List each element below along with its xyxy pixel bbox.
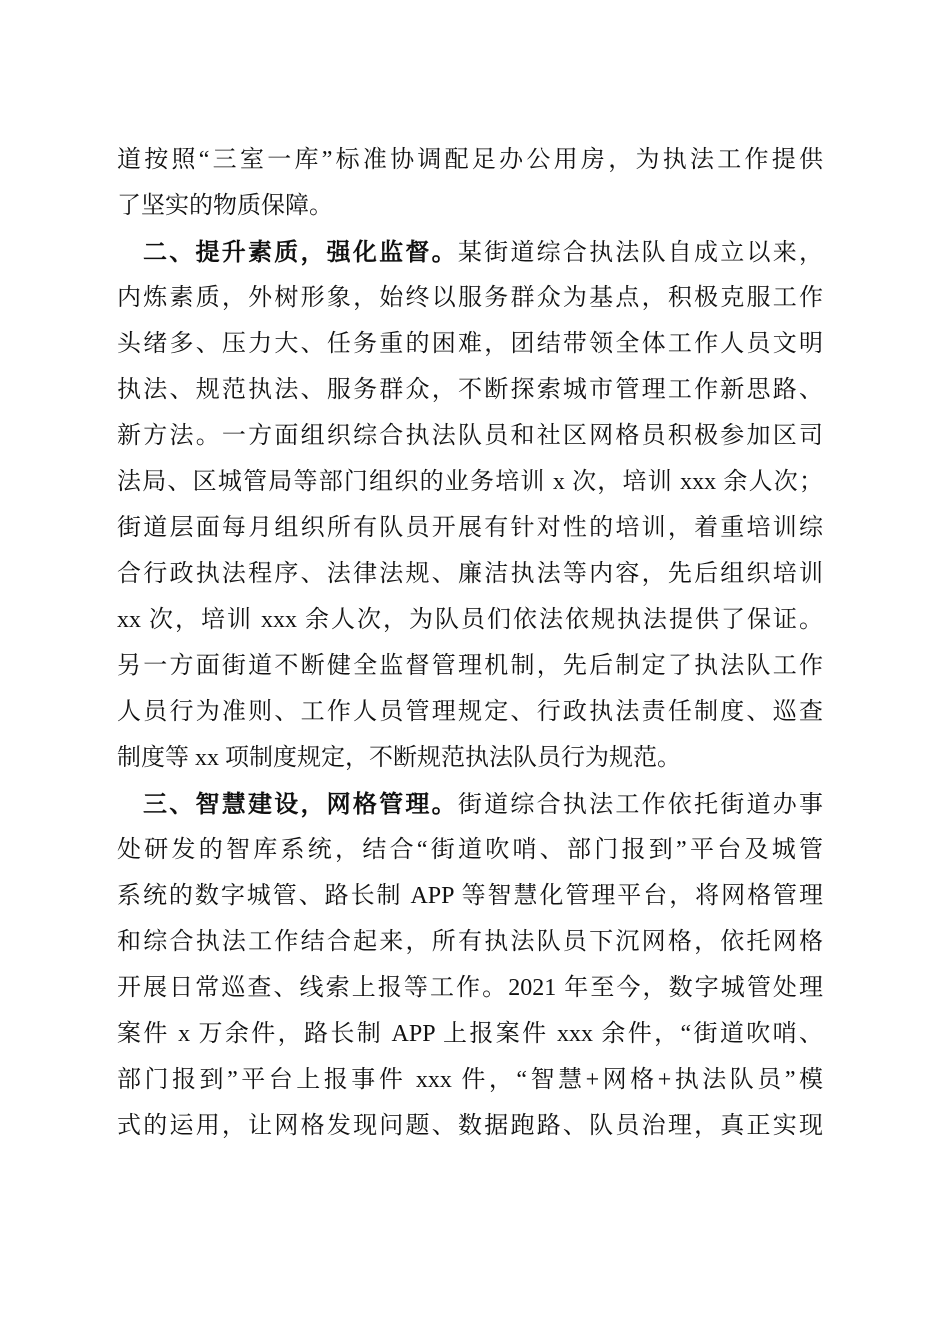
line-text: 和综合执法工作结合起来，所有执法队员下沉网格，依托网格 <box>117 929 823 955</box>
line-text: 处研发的智库系统，结合“街道吹哨、部门报到”平台及城管 <box>117 837 823 863</box>
section-heading-line <box>117 781 823 827</box>
section-heading: 三、智慧建设，网格管理。 <box>143 790 458 818</box>
text-line <box>117 459 823 505</box>
line-text: 合行政执法程序、法律法规、廉洁执法等内容，先后组织培训 <box>117 561 823 587</box>
text-line <box>117 735 823 781</box>
line-text: 执法、规范执法、服务群众，不断探索城市管理工作新思路、 <box>117 377 823 403</box>
line-text: 法局、区城管局等部门组织的业务培训 x 次，培训 xxx 余人次； <box>117 469 823 495</box>
text-line <box>117 965 823 1011</box>
line-text: 案件 x 万余件，路长制 APP 上报案件 xxx 余件，“街道吹哨、 <box>117 1021 823 1047</box>
line-text: 某街道综合执法队自成立以来， <box>457 240 824 266</box>
line-text: 内炼素质，外树形象，始终以服务群众为基点，积极克服工作 <box>117 285 823 311</box>
text-line <box>117 551 823 597</box>
text-line <box>117 597 823 643</box>
text-line <box>117 413 823 459</box>
line-text: 另一方面街道不断健全监督管理机制，先后制定了执法队工作 <box>117 653 823 679</box>
text-line <box>117 919 823 965</box>
text-line <box>117 321 823 367</box>
line-text: 式的运用，让网格发现问题、数据跑路、队员治理，真正实现 <box>117 1113 823 1139</box>
line-text: 部门报到”平台上报事件 xxx 件，“智慧+网格+执法队员”模 <box>117 1067 823 1093</box>
text-line <box>117 827 823 873</box>
text-line <box>117 689 823 735</box>
text-line <box>117 1011 823 1057</box>
line-text: 道按照“三室一库”标准协调配足办公用房，为执法工作提供 <box>117 147 823 173</box>
line-text: 制度等 xx 项制度规定，不断规范执法队员行为规范。 <box>117 745 681 771</box>
line-text: xx 次，培训 xxx 余人次，为队员们依法依规执法提供了保证。 <box>117 607 823 633</box>
section-heading-line <box>117 229 823 275</box>
document-body <box>117 137 823 1149</box>
text-line <box>117 643 823 689</box>
line-text: 街道综合执法工作依托街道办事 <box>457 792 824 818</box>
text-line <box>117 873 823 919</box>
section-heading: 二、提升素质，强化监督。 <box>143 238 458 266</box>
text-line <box>117 367 823 413</box>
line-text: 街道层面每月组织所有队员开展有针对性的培训，着重培训综 <box>117 515 823 541</box>
text-line <box>117 1057 823 1103</box>
text-line <box>117 137 823 183</box>
line-text: 系统的数字城管、路长制 APP 等智慧化管理平台，将网格管理 <box>117 883 823 909</box>
line-text: 开展日常巡查、线索上报等工作。2021 年至今，数字城管处理 <box>117 975 823 1001</box>
line-text: 头绪多、压力大、任务重的困难，团结带领全体工作人员文明 <box>117 331 823 357</box>
text-line <box>117 505 823 551</box>
line-text: 了坚实的物质保障。 <box>117 193 333 219</box>
text-line <box>117 183 823 229</box>
text-line <box>117 1103 823 1149</box>
line-text: 新方法。一方面组织综合执法队员和社区网格员积极参加区司 <box>117 423 823 449</box>
text-line <box>117 275 823 321</box>
line-text: 人员行为准则、工作人员管理规定、行政执法责任制度、巡查 <box>117 699 823 725</box>
